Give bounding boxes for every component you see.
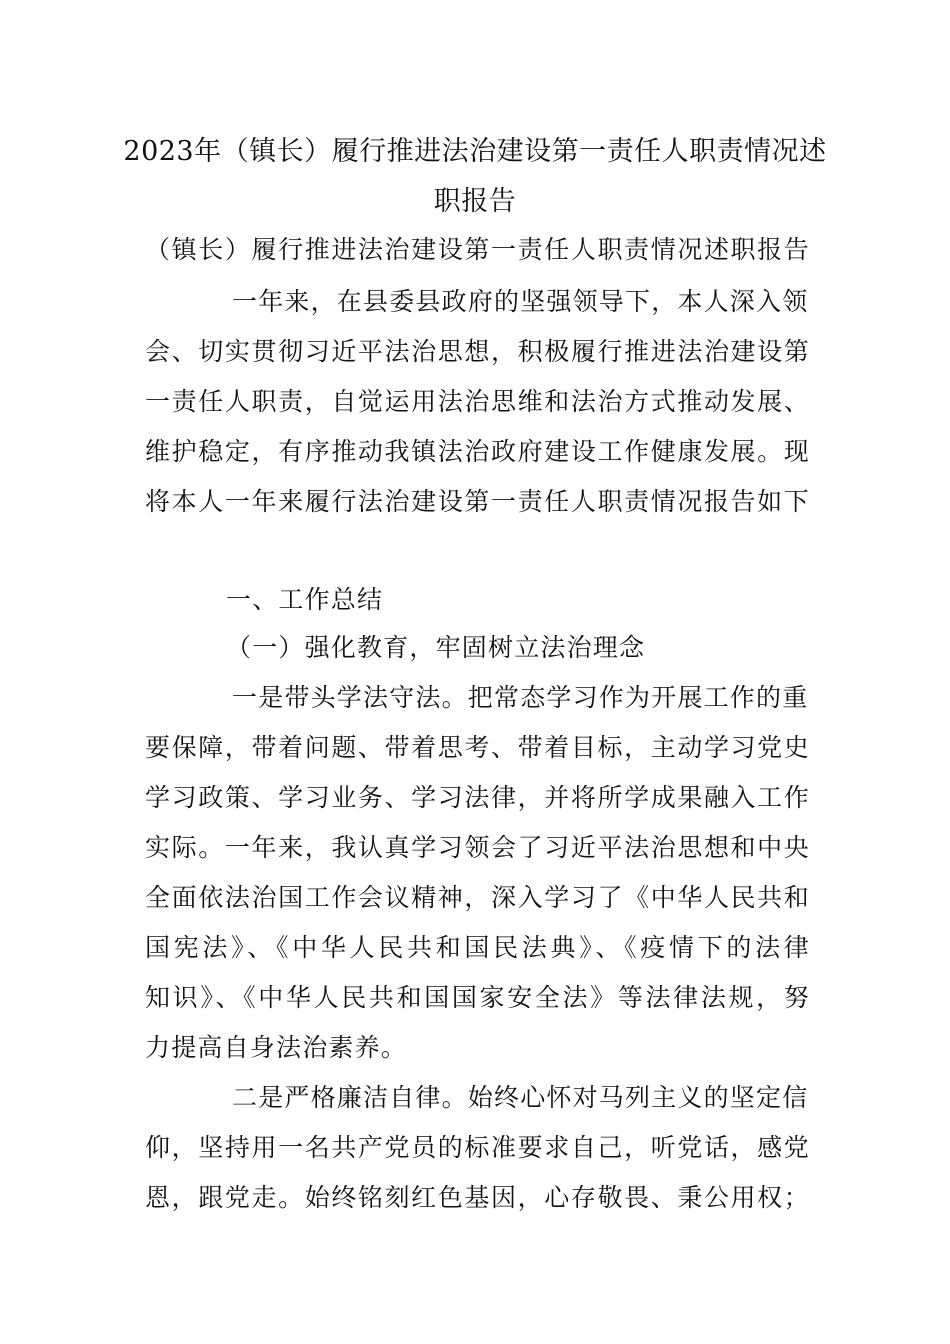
paragraph-line: 二是严格廉洁自律。始终心怀对马列主义的坚定信 bbox=[232, 1083, 809, 1112]
intro-line: 一责任人职责，自觉运用法治思维和法治方式推动发展、 bbox=[145, 387, 810, 416]
section-heading: 一、工作总结 bbox=[226, 585, 384, 614]
paragraph-line: 知识》、《中华人民共和国国家安全法》等法律法规，努 bbox=[145, 983, 810, 1012]
paragraph-line: 国宪法》、《中华人民共和国民法典》、《疫情下的法律 bbox=[145, 933, 810, 962]
paragraph-line: 力提高自身法治素养。 bbox=[145, 1033, 408, 1062]
paragraph-line: 实际。一年来，我认真学习领会了习近平法治思想和中央 bbox=[145, 833, 810, 862]
paragraph-line: 全面依法治国工作会议精神，深入学习了《中华人民共和 bbox=[145, 883, 810, 912]
paragraph-line: 恩，跟党走。始终铭刻红色基因，心存敬畏、秉公用权； bbox=[145, 1183, 810, 1212]
subsection-heading: （一）强化教育，牢固树立法治理念 bbox=[226, 633, 646, 662]
document-title-line-2: 职报告 bbox=[433, 186, 517, 217]
intro-line: 一年来，在县委县政府的坚强领导下，本人深入领 bbox=[232, 287, 809, 316]
paragraph-line: 仰，坚持用一名共产党员的标准要求自己，听党话，感党 bbox=[145, 1133, 810, 1162]
paragraph-line: 学习政策、学习业务、学习法律，并将所学成果融入工作 bbox=[145, 783, 810, 812]
paragraph-line: 一是带头学法守法。把常态学习作为开展工作的重 bbox=[232, 683, 809, 712]
intro-line: 会、切实贯彻习近平法治思想，积极履行推进法治建设第 bbox=[145, 337, 810, 366]
intro-line: 将本人一年来履行法治建设第一责任人职责情况报告如下 bbox=[145, 487, 810, 516]
document-title-line-1: 2023年（镇长）履行推进法治建设第一责任人职责情况述 bbox=[123, 136, 827, 167]
document-subtitle: （镇长）履行推进法治建设第一责任人职责情况述职报告 bbox=[145, 235, 810, 264]
intro-line: 维护稳定，有序推动我镇法治政府建设工作健康发展。现 bbox=[145, 437, 810, 466]
paragraph-line: 要保障，带着问题、带着思考、带着目标，主动学习党史 bbox=[145, 733, 810, 762]
